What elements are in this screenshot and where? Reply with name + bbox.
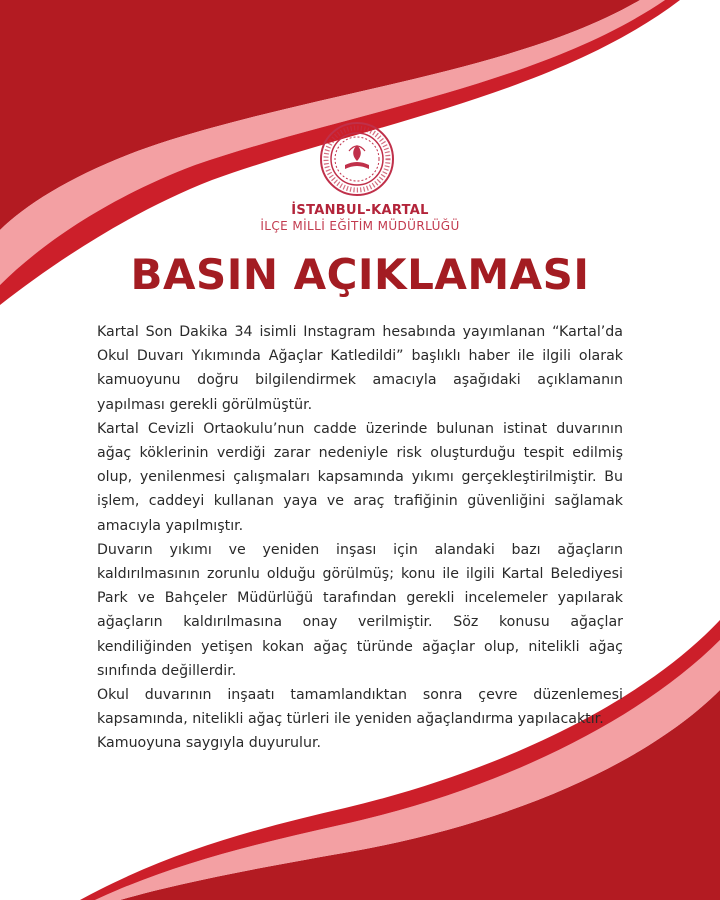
paragraph: Kartal Son Dakika 34 isimli Instagram hesabında yayımlanan “Kartal’da Okul Duvarı Yıkımında Ağaçlar Katledildi” başlıklı haber ile ilgili olarak kamuoyunu doğru bilgilendirmek amacıyla aşağıdaki açıklamanın yapılması gerekli görülmüştür. <box>97 324 623 413</box>
ministry-seal-icon <box>319 121 395 197</box>
paragraph: Duvarın yıkımı ve yeniden inşası için alandaki bazı ağaçların kaldırılmasının zorunlu olduğu görülmüş; konu ile ilgili Kartal Belediyesi Park ve Bahçeler Müdürlüğü tarafından gerekli incelemeler yapılarak ağaçların kaldırılmasına onay verilmiştir. Söz konusu ağaçlar kendiliğinden yetişen kokan ağaç türünde ağaçlar olup, nitelikli ağaç sınıfında değillerdir. <box>97 541 623 679</box>
page-title: BASIN AÇIKLAMASI <box>130 250 590 299</box>
org-name-line2: İLÇE MİLLİ EĞİTİM MÜDÜRLÜĞÜ <box>260 219 460 233</box>
paragraph: Kamuoyuna saygıyla duyurulur. <box>97 735 321 752</box>
org-name-line1: İSTANBUL-KARTAL <box>291 203 429 218</box>
paragraph: Okul duvarının inşaatı tamamlandıktan sonra çevre düzenlemesi kapsamında, nitelikli ağaç türleri ile yeniden ağaçlandırma yapılacaktır. <box>97 687 623 728</box>
paragraph: Kartal Cevizli Ortaokulu’nun cadde üzerinde bulunan istinat duvarının ağaç köklerinin verdiği zarar nedeniyle risk oluşturduğu tespit edilmiş olup, yenilenmesi çalışmaları kapsamında yıkımı gerçekleştirilmiştir. Bu işlem, caddeyi kullanan yaya ve araç trafiğinin güvenliğini sağlamak amacıyla yapılmıştır. <box>97 420 623 534</box>
body-text <box>97 320 623 756</box>
